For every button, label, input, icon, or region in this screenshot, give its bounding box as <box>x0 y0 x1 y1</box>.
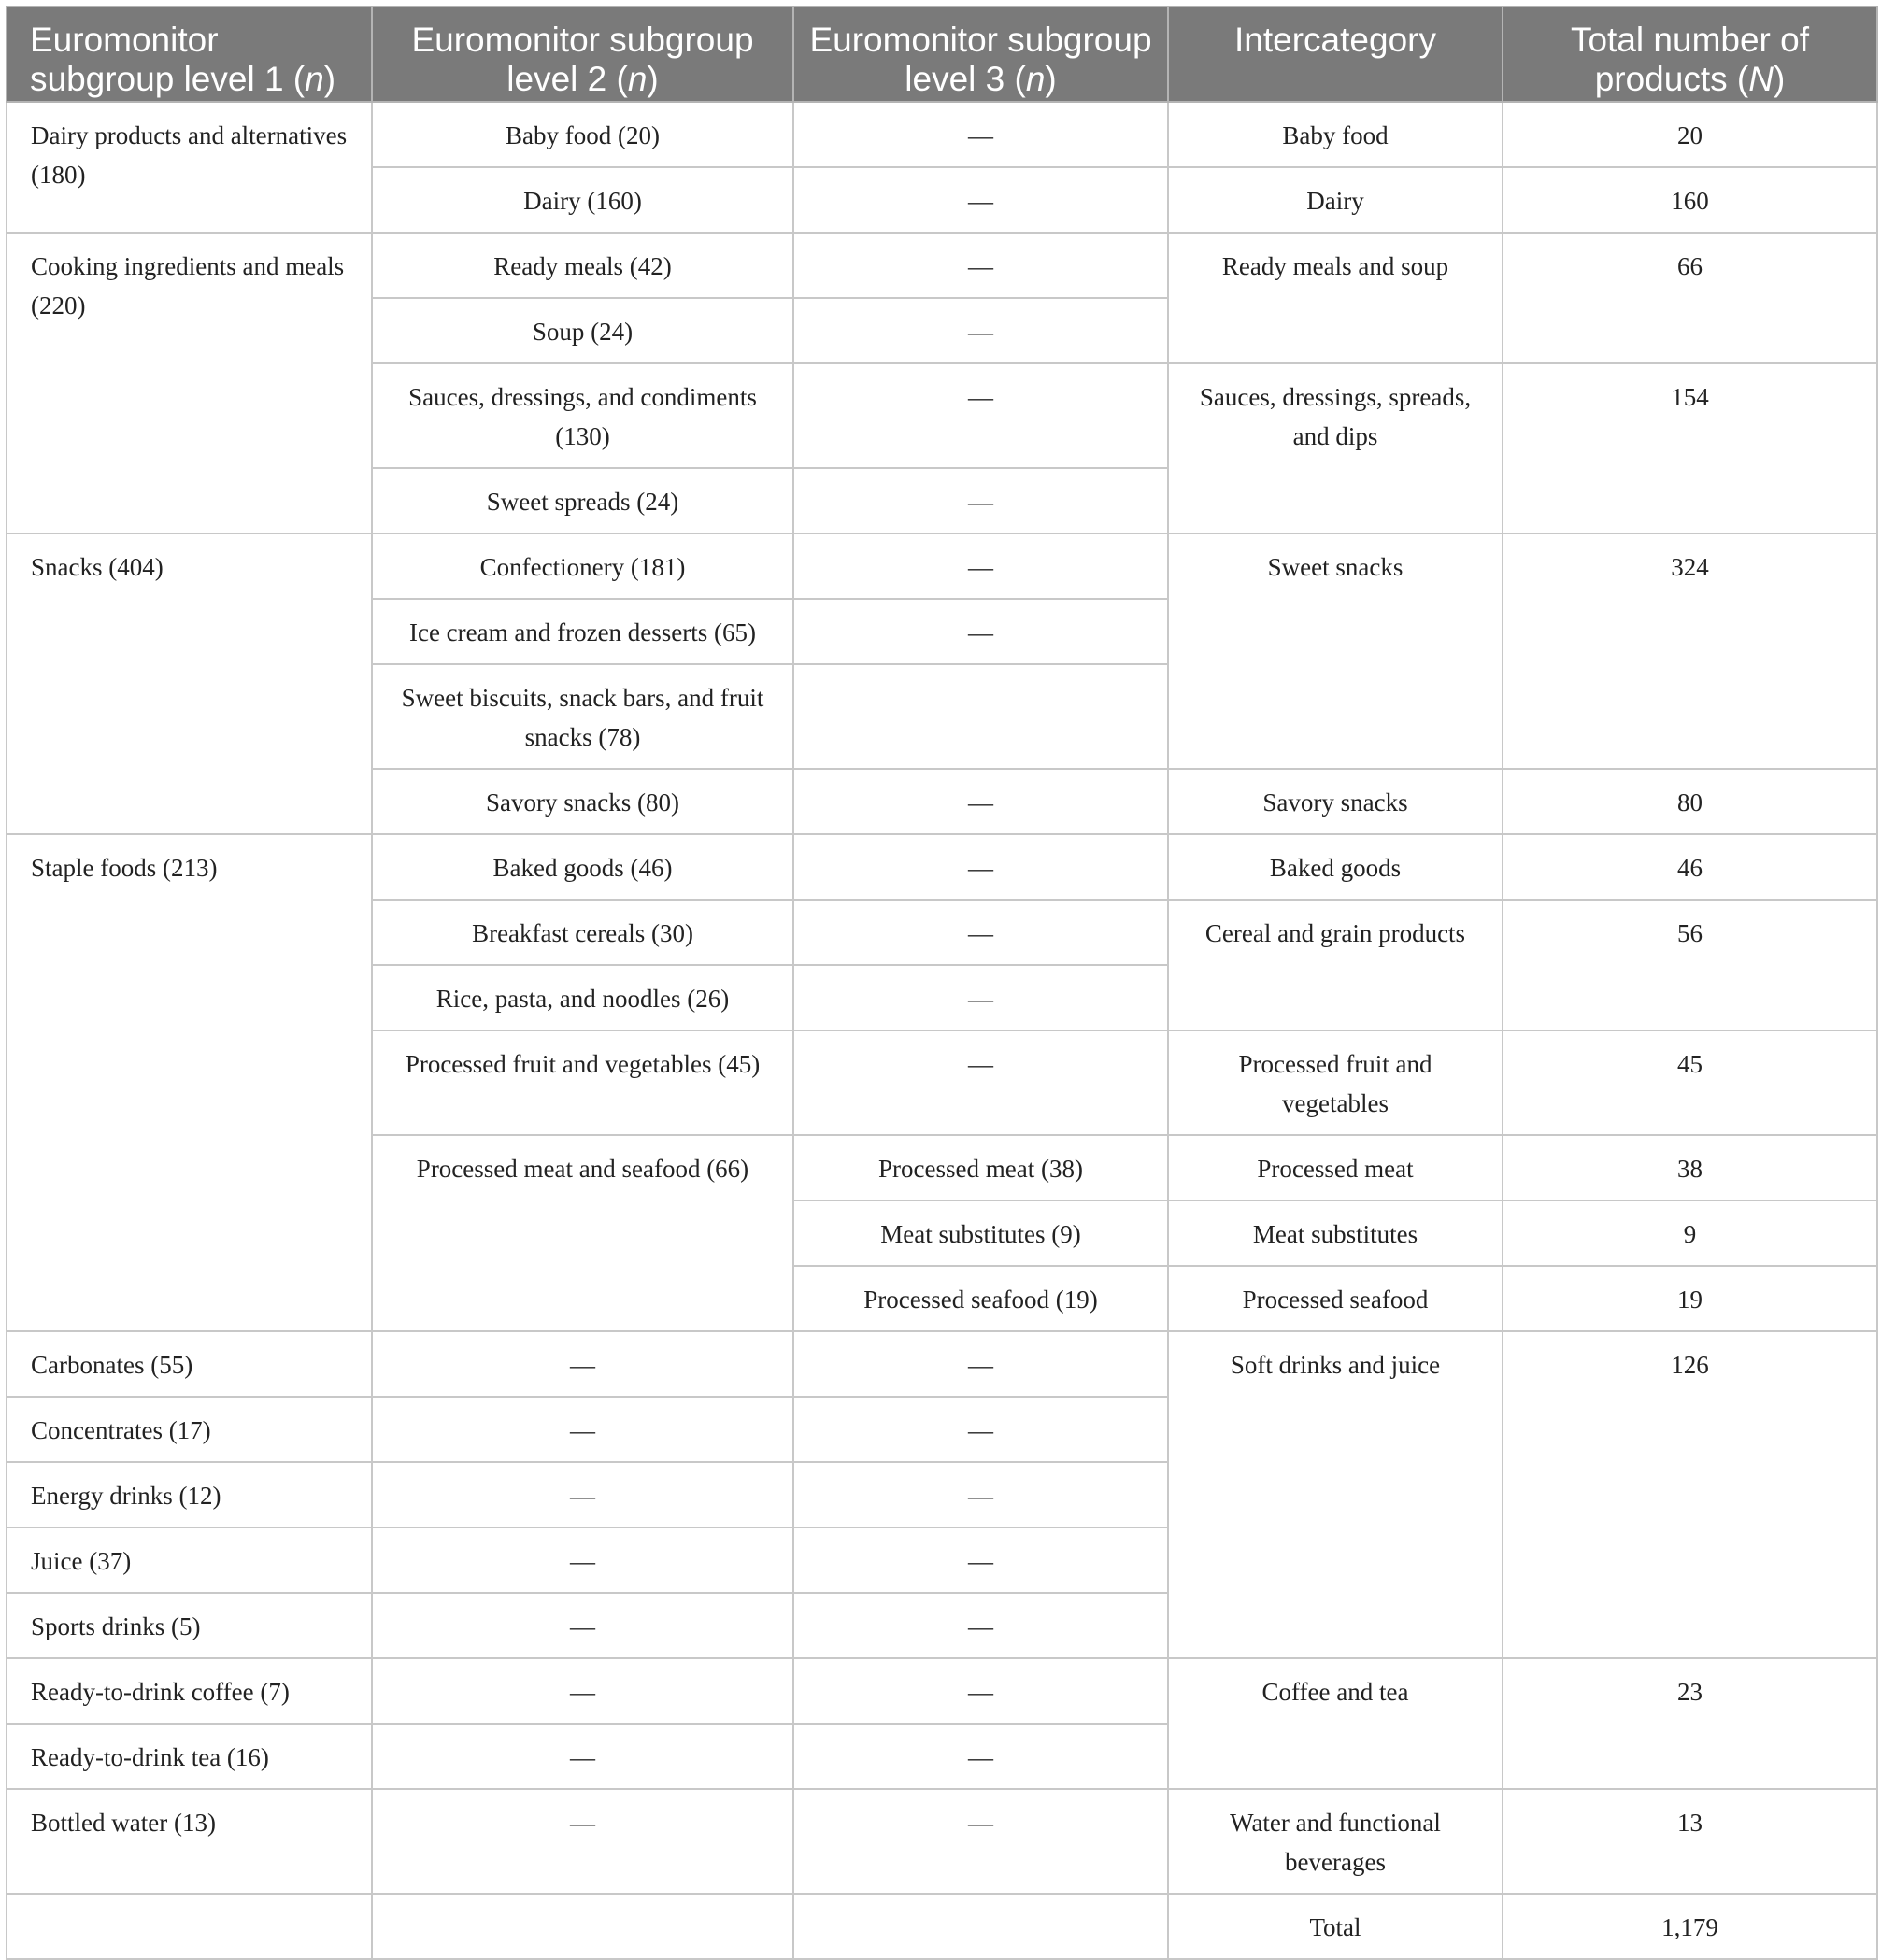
table-row <box>7 533 1877 599</box>
cell-level3: — <box>793 900 1168 965</box>
cell-intercategory: Baby food <box>1168 102 1503 167</box>
cell-intercategory: Cereal and grain products <box>1168 900 1503 1030</box>
cell-level1: Ready-to-drink tea (16) <box>7 1724 372 1789</box>
cell-total: 80 <box>1503 769 1877 834</box>
table-row <box>7 1331 1877 1397</box>
cell-level2: — <box>372 1331 793 1397</box>
cell-level2: — <box>372 1724 793 1789</box>
cell-intercategory: Sweet snacks <box>1168 533 1503 769</box>
header-level3: Euromonitor subgroup level 3 (n) <box>793 7 1168 102</box>
cell-level2: Processed fruit and vegetables (45) <box>372 1030 793 1135</box>
cell-level3 <box>793 664 1168 769</box>
cell-level3: — <box>793 1331 1168 1397</box>
cell-level2: Confectionery (181) <box>372 533 793 599</box>
cell-level3: — <box>793 1397 1168 1462</box>
cell-level3: — <box>793 599 1168 664</box>
cell-level1: Cooking ingredients and meals (220) <box>7 233 372 533</box>
cell-total: 66 <box>1503 233 1877 363</box>
header-level1: Euromonitor subgroup level 1 (n) <box>7 7 372 102</box>
cell-level2: Processed meat and seafood (66) <box>372 1135 793 1331</box>
cell-total: 13 <box>1503 1789 1877 1894</box>
cell-level1: Ready-to-drink coffee (7) <box>7 1658 372 1724</box>
cell-level2: Baby food (20) <box>372 102 793 167</box>
cell-level3: — <box>793 1593 1168 1658</box>
cell-level1: Dairy products and alternatives (180) <box>7 102 372 233</box>
cell-level3: Meat substitutes (9) <box>793 1200 1168 1266</box>
cell-level3: — <box>793 834 1168 900</box>
cell-intercategory: Water and functional beverages <box>1168 1789 1503 1894</box>
cell-level1: Sports drinks (5) <box>7 1593 372 1658</box>
cell-level2: — <box>372 1397 793 1462</box>
cell-level1: Staple foods (213) <box>7 834 372 1331</box>
cell-level3: — <box>793 167 1168 233</box>
cell-level1 <box>7 1894 372 1959</box>
cell-intercategory: Ready meals and soup <box>1168 233 1503 363</box>
cell-intercategory: Soft drinks and juice <box>1168 1331 1503 1658</box>
cell-level2: — <box>372 1789 793 1894</box>
cell-level2: Rice, pasta, and noodles (26) <box>372 965 793 1030</box>
cell-level3: — <box>793 1030 1168 1135</box>
cell-intercategory: Dairy <box>1168 167 1503 233</box>
header-row <box>7 7 1877 102</box>
cell-level2: — <box>372 1658 793 1724</box>
cell-level3: — <box>793 298 1168 363</box>
cell-level3 <box>793 1894 1168 1959</box>
table-row <box>7 834 1877 900</box>
cell-level3: — <box>793 1789 1168 1894</box>
cell-level2: Sweet biscuits, snack bars, and fruit snacks (78) <box>372 664 793 769</box>
total-row <box>7 1894 1877 1959</box>
cell-level1: Energy drinks (12) <box>7 1462 372 1527</box>
cell-total: 324 <box>1503 533 1877 769</box>
cell-intercategory: Processed seafood <box>1168 1266 1503 1331</box>
cell-level3: — <box>793 1462 1168 1527</box>
cell-level3: — <box>793 363 1168 468</box>
header-level2: Euromonitor subgroup level 2 (n) <box>372 7 793 102</box>
table-row <box>7 1789 1877 1894</box>
cell-total: 23 <box>1503 1658 1877 1789</box>
cell-level1: Carbonates (55) <box>7 1331 372 1397</box>
cell-level3: — <box>793 1527 1168 1593</box>
cell-total: 20 <box>1503 102 1877 167</box>
cell-total: 38 <box>1503 1135 1877 1200</box>
cell-level1: Concentrates (17) <box>7 1397 372 1462</box>
cell-level3: — <box>793 769 1168 834</box>
cell-level1: Juice (37) <box>7 1527 372 1593</box>
total-label: Total <box>1168 1894 1503 1959</box>
cell-level2: — <box>372 1527 793 1593</box>
cell-level2 <box>372 1894 793 1959</box>
cell-level2: — <box>372 1593 793 1658</box>
cell-total: 45 <box>1503 1030 1877 1135</box>
cell-level2: Ice cream and frozen desserts (65) <box>372 599 793 664</box>
cell-total: 126 <box>1503 1331 1877 1658</box>
cell-total: 9 <box>1503 1200 1877 1266</box>
cell-total: 46 <box>1503 834 1877 900</box>
product-category-table <box>6 6 1878 1960</box>
table-row <box>7 1658 1877 1724</box>
cell-level3: — <box>793 965 1168 1030</box>
cell-total: 160 <box>1503 167 1877 233</box>
cell-intercategory: Processed meat <box>1168 1135 1503 1200</box>
cell-level2: — <box>372 1462 793 1527</box>
cell-level2: Baked goods (46) <box>372 834 793 900</box>
cell-level1: Snacks (404) <box>7 533 372 834</box>
cell-intercategory: Sauces, dressings, spreads, and dips <box>1168 363 1503 533</box>
cell-level2: Breakfast cereals (30) <box>372 900 793 965</box>
cell-intercategory: Meat substitutes <box>1168 1200 1503 1266</box>
cell-level3: — <box>793 533 1168 599</box>
cell-level2: Sauces, dressings, and condiments (130) <box>372 363 793 468</box>
cell-level3: Processed meat (38) <box>793 1135 1168 1200</box>
cell-level1: Bottled water (13) <box>7 1789 372 1894</box>
cell-total: 56 <box>1503 900 1877 1030</box>
header-total: Total number of products (N) <box>1503 7 1877 102</box>
header-intercategory: Intercategory <box>1168 7 1503 102</box>
cell-level3: — <box>793 1658 1168 1724</box>
cell-level2: Sweet spreads (24) <box>372 468 793 533</box>
cell-level2: Soup (24) <box>372 298 793 363</box>
cell-level3: — <box>793 1724 1168 1789</box>
cell-level2: Savory snacks (80) <box>372 769 793 834</box>
cell-total: 19 <box>1503 1266 1877 1331</box>
cell-intercategory: Savory snacks <box>1168 769 1503 834</box>
cell-total: 154 <box>1503 363 1877 533</box>
cell-level3: — <box>793 468 1168 533</box>
table-row <box>7 102 1877 167</box>
cell-level2: Dairy (160) <box>372 167 793 233</box>
cell-level3: — <box>793 233 1168 298</box>
cell-intercategory: Coffee and tea <box>1168 1658 1503 1789</box>
total-value: 1,179 <box>1503 1894 1877 1959</box>
cell-intercategory: Processed fruit and vegetables <box>1168 1030 1503 1135</box>
cell-level2: Ready meals (42) <box>372 233 793 298</box>
table-row <box>7 233 1877 298</box>
cell-intercategory: Baked goods <box>1168 834 1503 900</box>
cell-level3: Processed seafood (19) <box>793 1266 1168 1331</box>
cell-level3: — <box>793 102 1168 167</box>
